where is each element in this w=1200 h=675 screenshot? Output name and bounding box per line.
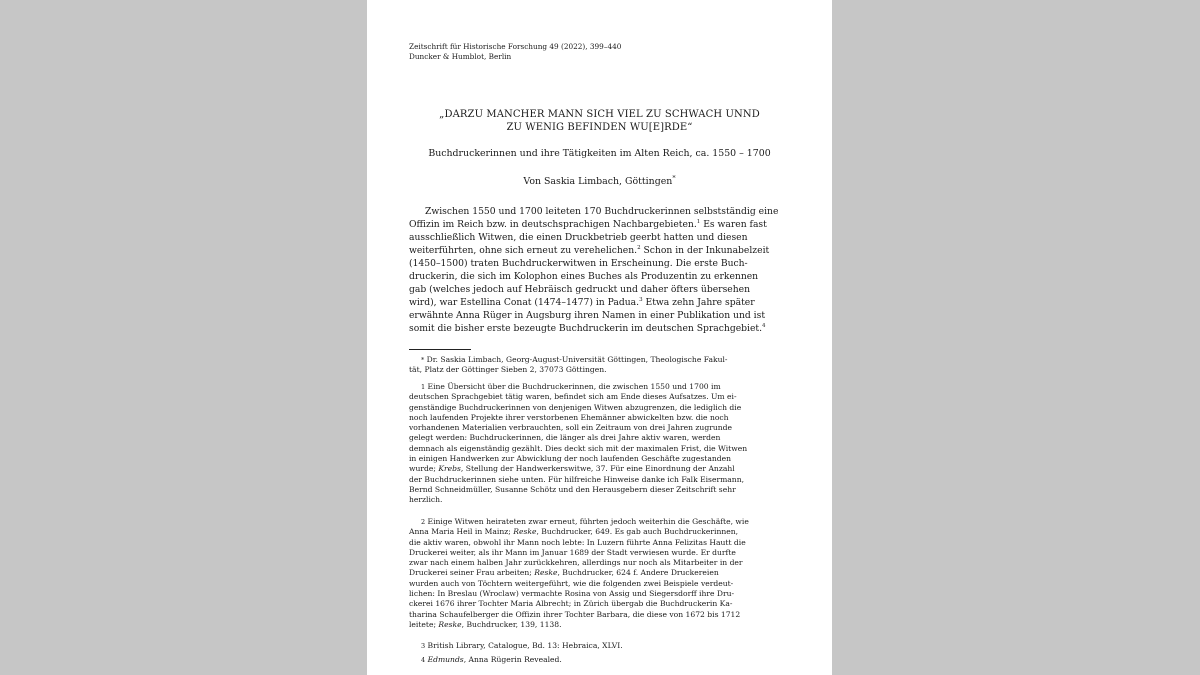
article-subtitle: Buchdruckerinnen und ihre Tätigkeiten im Alten Reich, ca. 1550 – 1700 xyxy=(428,148,771,159)
footnote-line: wurden auch von Töchtern weitergeführt, wie die folgenden zwei Beispiele verdeut- xyxy=(409,578,734,588)
author-line xyxy=(367,174,832,187)
journal-citation: Zeitschrift für Historische Forschung 49 (2022), 399–440 xyxy=(409,42,622,51)
footnote-line: die aktiv waren, obwohl ihr Mann noch lebte: In Luzern führte Anna Felizitas Hautt die xyxy=(409,537,746,547)
footnote-line: 2 Einige Witwen heirateten zwar erneut, führten jedoch weiterhin die Geschäfte, wie xyxy=(421,517,749,526)
body-line: druckerin, die sich im Kolophon eines Buches als Produzentin zu erkennen xyxy=(409,271,759,282)
footnote-3 xyxy=(409,641,797,651)
footnote-line: zwar nach einem halben Jahr zurückkehren, allerdings nur noch als Mitarbeiter in der xyxy=(409,558,743,568)
footnote-4 xyxy=(409,655,797,665)
footnote-line: tharina Schaufelberger die Offizin ihrer Tochter Barbara, die diese von 1672 bis 1712 xyxy=(409,609,741,619)
footnote-line: Druckerei weiter, als ihr Mann im Januar 1689 der Stadt verwiesen wurde. Er durfte xyxy=(409,547,736,557)
body-line: ausschließlich Witwen, die einen Druckbetrieb geerbt hatten und diesen xyxy=(409,232,748,243)
footnote-line: lichen: In Breslau (Wroclaw) vermachte Rosina von Assig und Siegersdorff ihre Dru- xyxy=(409,589,735,599)
footnote-line: noch laufenden Projekte ihrer verstorbenen Ehemänner abwickelten bzw. die noch xyxy=(409,412,729,422)
article-title xyxy=(367,108,832,134)
journal-header xyxy=(409,42,621,62)
footnote-line: demnach als eigenständig gezählt. Dies deckt sich mit der maximalen Frist, die Witwen xyxy=(409,443,748,453)
body-line: (1450–1500) traten Buchdruckerwitwen in Erscheinung. Die erste Buch- xyxy=(409,258,748,269)
body-line: Zwischen 1550 und 1700 leiteten 170 Buchdruckerinnen selbstständig eine xyxy=(425,206,779,217)
footnote-ref: 2 xyxy=(637,244,641,251)
footnote-line: Druckerei seiner Frau arbeiten; Reske, Buchdrucker, 624 f. Andere Druckereien xyxy=(409,568,719,578)
footnote-line: wurde; Krebs, Stellung der Handwerkerswitwe, 37. Für eine Einordnung der Anzahl xyxy=(409,464,735,474)
footnote-line: in einigen Handwerken zur Abwicklung der noch laufenden Geschäfte zugestanden xyxy=(409,454,731,464)
footnote-line: 1 Eine Übersicht über die Buchdruckerinnen, die zwischen 1550 und 1700 im xyxy=(421,382,721,391)
footnote-line: genständige Buchdruckerinnen von denjenigen Witwen abzugrenzen, die lediglich die xyxy=(409,402,742,412)
footnote-1 xyxy=(409,382,797,506)
footnote-line: Anna Maria Heil in Mainz; Reske, Buchdrucker, 649. Es gab auch Buchdruckerinnen, xyxy=(409,527,739,537)
footnote-line: der Buchdruckerinnen siehe unten. Für hilfreiche Hinweise danke ich Falk Eisermann, xyxy=(409,474,744,484)
footnote-line: herzlich. xyxy=(409,495,443,505)
body-line: erwähnte Anna Rüger in Augsburg ihren Namen in einer Publikation und ist xyxy=(409,310,766,321)
body-line: somit die bisher erste bezeugte Buchdruckerin im deutschen Sprachgebiet.$^4$ xyxy=(409,322,766,334)
footnote-line: 4 Edmunds, Anna Rügerin Revealed. xyxy=(421,655,562,664)
footnote-divider xyxy=(409,349,471,350)
footnote-ref: 1 xyxy=(696,218,701,225)
footnote-line: deutschen Sprachgebiet tätig waren, befindet sich am Ende dieses Aufsatzes. Um ei- xyxy=(409,392,737,402)
footnote-line: Bernd Schneidmüller, Susanne Schötz und den Herausgebern dieser Zeitschrift sehr xyxy=(409,484,736,494)
footnote-line: gelegt werden: Buchdruckerinnen, die länger als drei Jahre aktiv waren, werden xyxy=(409,433,721,443)
body-line: Offizin im Reich bzw. in deutschsprachigen Nachbargebieten.$^1$ Es waren fast xyxy=(409,218,767,230)
body-line: weiterführten, ohne sich erneut zu verehelichen.$^2$ Schon in der Inkunabelzeit xyxy=(409,244,770,256)
footnote-line: tät, Platz der Göttinger Sieben 2, 37073 Göttingen. xyxy=(409,365,607,375)
footnote-ref: 4 xyxy=(762,322,766,329)
title-line-1: „DARZU MANCHER MANN SICH VIEL ZU SCHWACH UNND xyxy=(439,109,760,120)
footnote-author xyxy=(409,355,797,376)
body-line: gab (welches jedoch auf Hebräisch gedruckt und daher öfters übersehen xyxy=(409,284,750,295)
body-paragraph xyxy=(409,205,797,335)
footnote-line: 3 British Library, Catalogue, Bd. 13: Hebraica, XLVI. xyxy=(421,641,623,650)
document-page xyxy=(367,0,832,675)
title-line-2: ZU WENIG BEFINDEN WU[E]RDE“ xyxy=(506,122,693,133)
author-name: Von Saskia Limbach, Göttingen xyxy=(523,176,673,188)
author-footnote-mark: * xyxy=(672,174,676,182)
body-line: wird), war Estellina Conat (1474–1477) in Padua.$^3$ Etwa zehn Jahre später xyxy=(409,296,755,308)
footnote-line: vorhandenen Materialien verbrauchten, soll ein Zeitraum von drei Jahren zugrunde xyxy=(409,423,732,433)
footnote-line: * Dr. Saskia Limbach, Georg-August-Universität Göttingen, Theologische Fakul- xyxy=(421,355,728,364)
publisher-line: Duncker & Humblot, Berlin xyxy=(409,52,512,61)
footnote-line: ckerei 1676 ihrer Tochter Maria Albrecht; in Zürich übergab die Buchdruckerin Ka- xyxy=(409,599,733,609)
footnote-ref: 3 xyxy=(639,296,643,303)
footnote-line: leitete; Reske, Buchdrucker, 139, 1138. xyxy=(409,619,562,629)
footnote-2 xyxy=(409,517,797,630)
